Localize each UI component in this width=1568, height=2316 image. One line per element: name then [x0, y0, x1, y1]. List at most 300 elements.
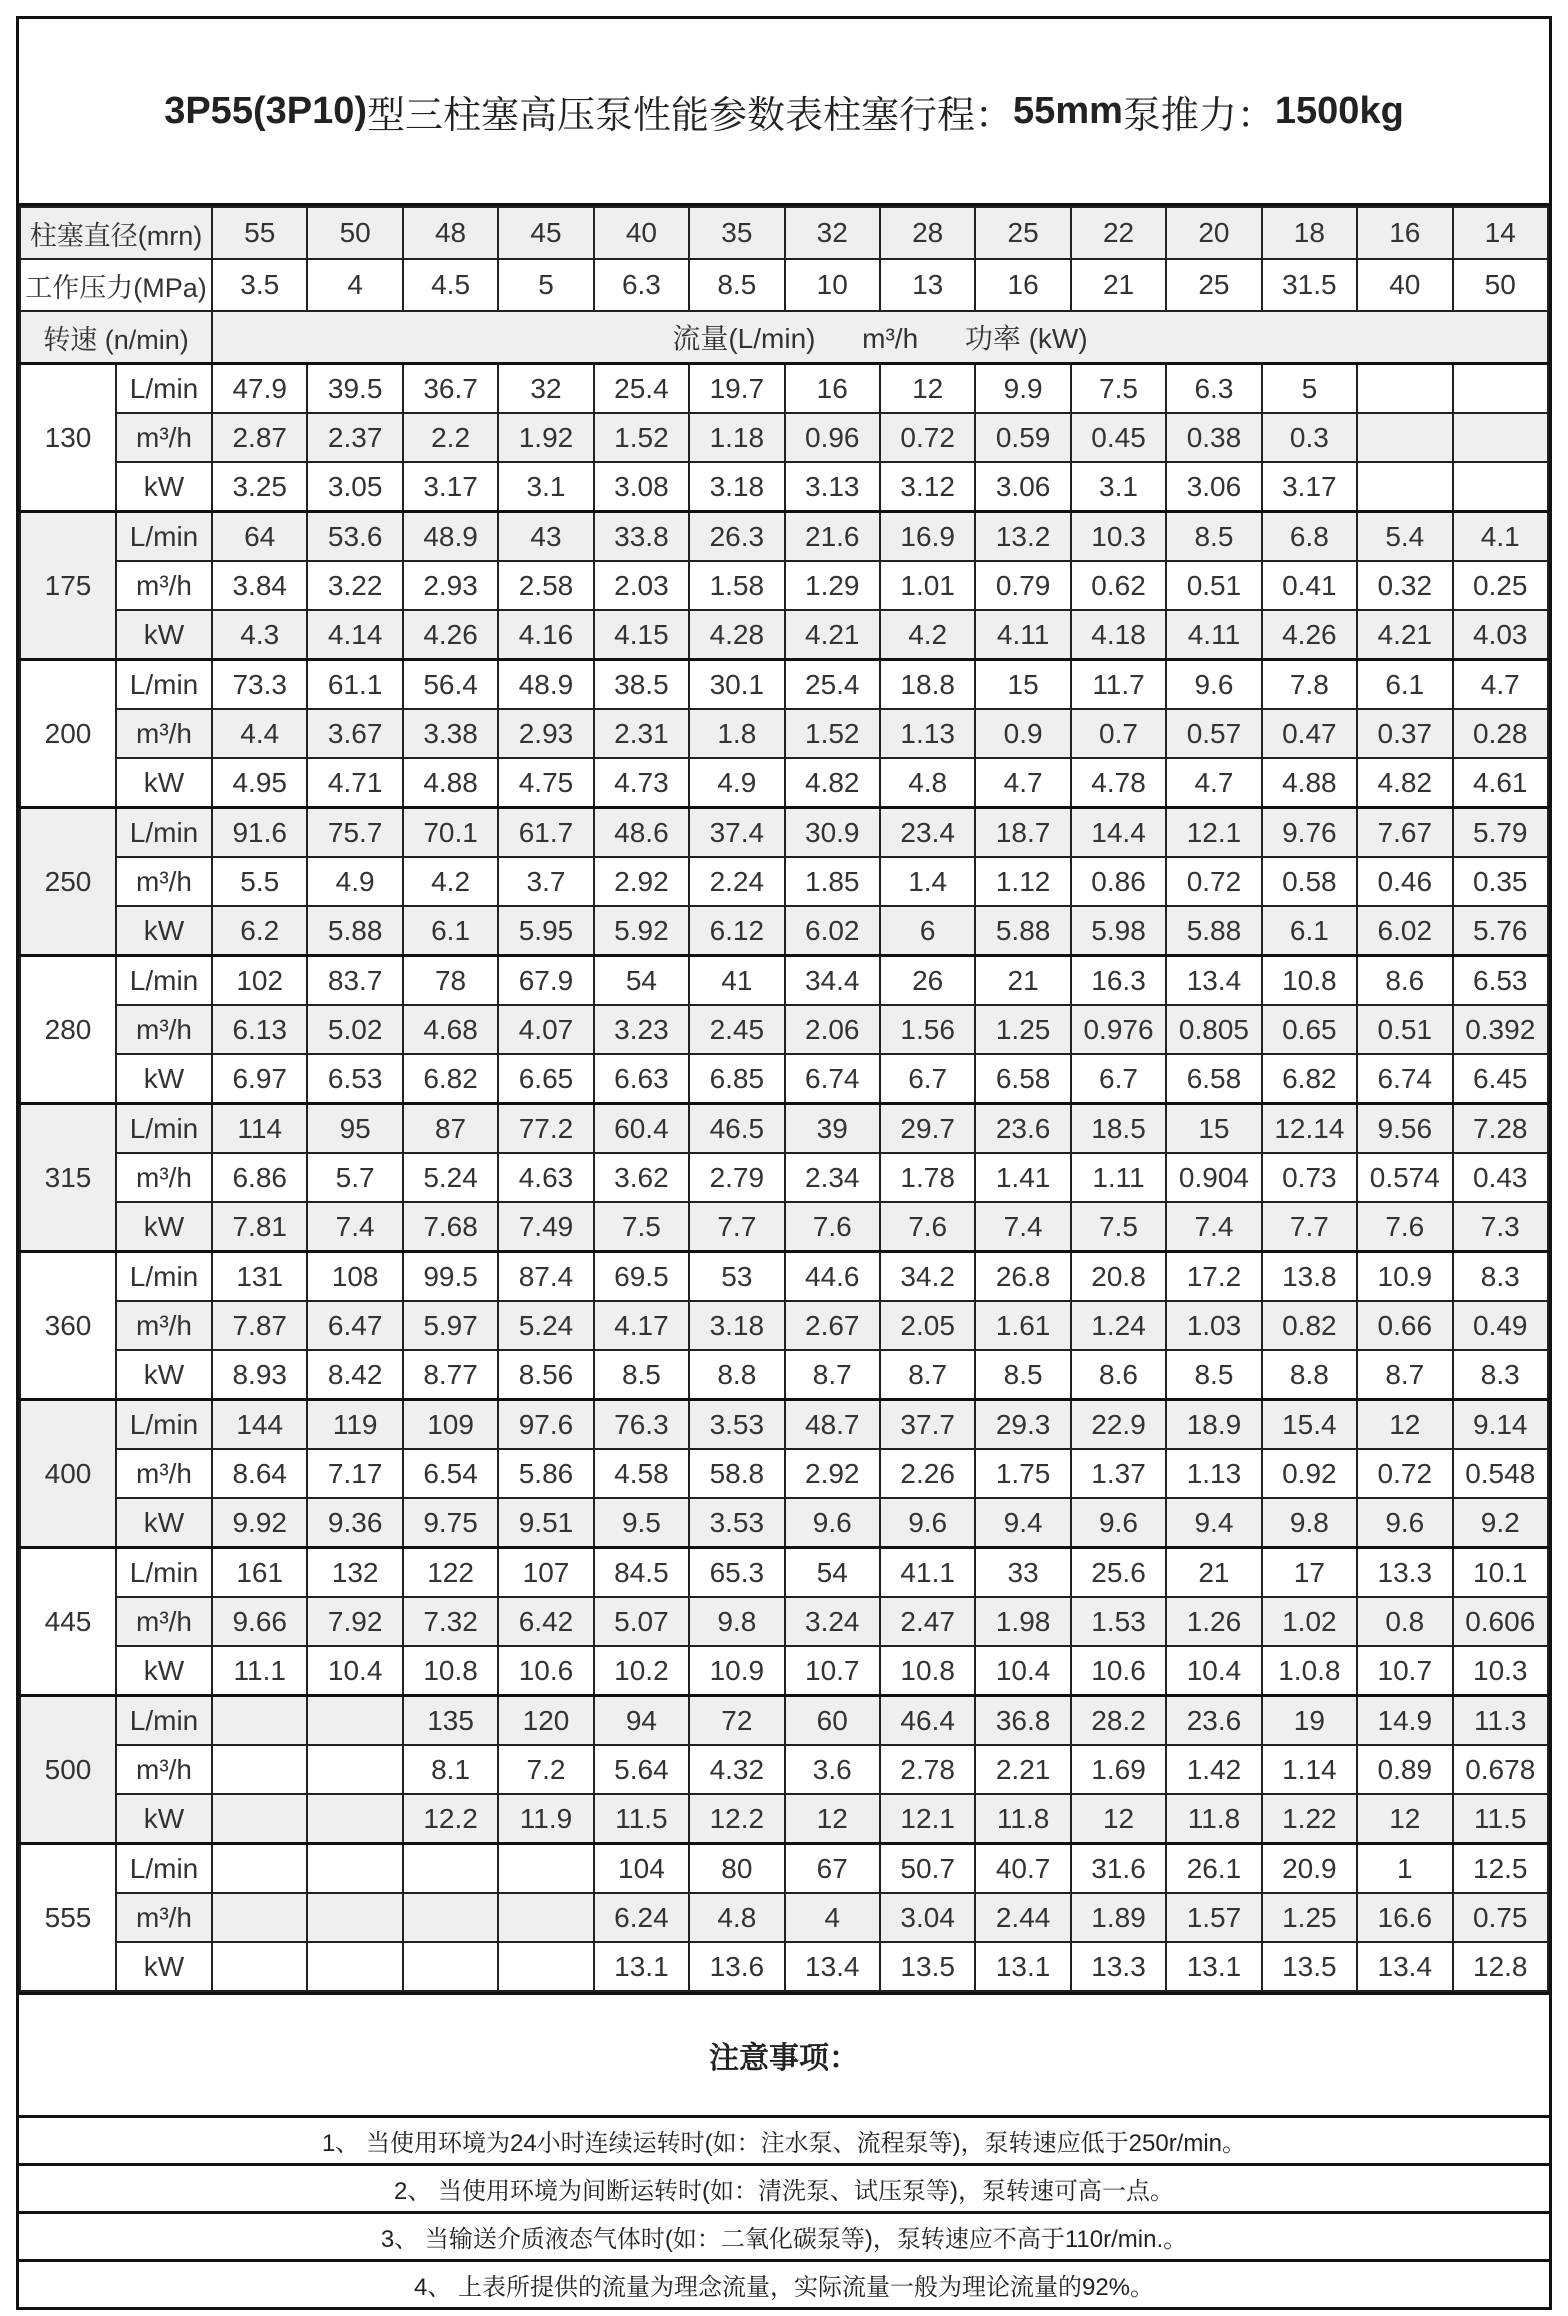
value-cell: 3.18	[689, 1301, 784, 1350]
value-cell: 5.95	[498, 906, 593, 956]
value-cell: 5.4	[1357, 512, 1452, 562]
table-row	[20, 1844, 1548, 1894]
value-cell	[307, 1745, 402, 1794]
value-cell: 12.2	[689, 1794, 784, 1844]
value-cell: 107	[498, 1548, 593, 1598]
value-cell: 3.13	[785, 462, 880, 512]
value-cell: 7.81	[212, 1202, 307, 1252]
value-cell: 10.7	[785, 1646, 880, 1696]
value-cell: 3.1	[1071, 462, 1166, 512]
value-cell: 8.1	[403, 1745, 498, 1794]
value-cell: 4.11	[975, 610, 1070, 660]
value-cell: 0.72	[1166, 857, 1261, 906]
value-cell: 6.13	[212, 1005, 307, 1054]
value-cell: 2.24	[689, 857, 784, 906]
value-cell	[212, 1942, 307, 1991]
value-cell: 5.5	[212, 857, 307, 906]
value-cell: 69.5	[594, 1252, 689, 1302]
value-cell: 16.3	[1071, 956, 1166, 1006]
unit-cell: L/min	[116, 1696, 212, 1746]
value-cell	[212, 1893, 307, 1942]
value-cell: 12.1	[880, 1794, 975, 1844]
value-cell: 80	[689, 1844, 784, 1894]
value-cell: 7.92	[307, 1597, 402, 1646]
value-cell: 3.67	[307, 709, 402, 758]
value-cell: 15.4	[1262, 1400, 1357, 1450]
value-cell: 2.47	[880, 1597, 975, 1646]
value-cell: 2.21	[975, 1745, 1070, 1794]
value-cell: 13.4	[1166, 956, 1261, 1006]
value-cell: 34.2	[880, 1252, 975, 1302]
unit-cell: kW	[116, 1202, 212, 1252]
value-cell: 15	[1166, 1104, 1261, 1154]
value-cell: 26.8	[975, 1252, 1070, 1302]
value-cell: 8.93	[212, 1350, 307, 1400]
value-cell: 9.5	[594, 1498, 689, 1548]
value-cell: 8.3	[1453, 1252, 1549, 1302]
value-cell: 30.1	[689, 660, 784, 710]
diameter-cell: 32	[785, 207, 880, 259]
value-cell: 6.47	[307, 1301, 402, 1350]
value-cell: 11.5	[1453, 1794, 1549, 1844]
value-cell: 23.6	[975, 1104, 1070, 1154]
value-cell: 0.43	[1453, 1153, 1549, 1202]
speed-cell: 445	[20, 1548, 116, 1696]
value-cell: 7.6	[785, 1202, 880, 1252]
value-cell: 4.26	[1262, 610, 1357, 660]
table-row	[20, 1646, 1548, 1696]
value-cell: 61.7	[498, 808, 593, 858]
value-cell: 5.7	[307, 1153, 402, 1202]
value-cell: 135	[403, 1696, 498, 1746]
value-cell: 12	[1357, 1794, 1452, 1844]
value-cell: 0.574	[1357, 1153, 1452, 1202]
value-cell: 21	[975, 956, 1070, 1006]
unit-cell: m³/h	[116, 413, 212, 462]
value-cell: 6.1	[1262, 906, 1357, 956]
value-cell: 41.1	[880, 1548, 975, 1598]
value-cell: 0.79	[975, 561, 1070, 610]
unit-cell: kW	[116, 1054, 212, 1104]
value-cell: 1.52	[594, 413, 689, 462]
value-cell: 48.7	[785, 1400, 880, 1450]
unit-cell: kW	[116, 610, 212, 660]
value-cell: 0.75	[1453, 1893, 1549, 1942]
value-cell: 6.8	[1262, 512, 1357, 562]
value-cell: 9.14	[1453, 1400, 1549, 1450]
value-cell: 13.5	[1262, 1942, 1357, 1991]
value-cell: 10.4	[1166, 1646, 1261, 1696]
value-cell: 131	[212, 1252, 307, 1302]
value-cell: 0.9	[975, 709, 1070, 758]
value-cell: 104	[594, 1844, 689, 1894]
value-cell: 4.18	[1071, 610, 1166, 660]
value-cell: 16.9	[880, 512, 975, 562]
speed-label: 转速 (n/min)	[20, 311, 212, 364]
value-cell: 2.79	[689, 1153, 784, 1202]
value-cell: 9.8	[1262, 1498, 1357, 1548]
value-cell: 3.62	[594, 1153, 689, 1202]
unit-cell: kW	[116, 906, 212, 956]
pressure-cell: 16	[975, 259, 1070, 311]
value-cell: 21	[1166, 1548, 1261, 1598]
value-cell: 17.2	[1166, 1252, 1261, 1302]
value-cell: 4.88	[1262, 758, 1357, 808]
value-cell: 3.84	[212, 561, 307, 610]
value-cell: 5.92	[594, 906, 689, 956]
value-cell: 0.976	[1071, 1005, 1166, 1054]
stroke-label: 柱塞行程：	[823, 94, 1014, 137]
value-cell: 2.05	[880, 1301, 975, 1350]
value-cell: 5.97	[403, 1301, 498, 1350]
value-cell: 48.9	[403, 512, 498, 562]
value-cell: 15	[975, 660, 1070, 710]
diameter-cell: 18	[1262, 207, 1357, 259]
value-cell: 5	[1262, 364, 1357, 414]
value-cell: 6.42	[498, 1597, 593, 1646]
table-row	[20, 758, 1548, 808]
title-model: 3P55(3P10)	[164, 89, 368, 132]
value-cell: 102	[212, 956, 307, 1006]
value-cell: 1.11	[1071, 1153, 1166, 1202]
value-cell: 10.3	[1453, 1646, 1549, 1696]
value-cell: 13.1	[1166, 1942, 1261, 1991]
value-cell: 0.86	[1071, 857, 1166, 906]
value-cell: 16	[785, 364, 880, 414]
value-cell: 6.74	[1357, 1054, 1452, 1104]
pressure-cell: 40	[1357, 259, 1452, 311]
value-cell: 0.73	[1262, 1153, 1357, 1202]
value-cell: 0.3	[1262, 413, 1357, 462]
speed-cell: 250	[20, 808, 116, 956]
value-cell: 6.02	[1357, 906, 1452, 956]
value-cell: 65.3	[689, 1548, 784, 1598]
value-cell: 3.08	[594, 462, 689, 512]
value-cell: 33.8	[594, 512, 689, 562]
value-cell: 47.9	[212, 364, 307, 414]
value-cell: 9.6	[1166, 660, 1261, 710]
value-cell: 7.4	[1166, 1202, 1261, 1252]
value-cell: 7.2	[498, 1745, 593, 1794]
pressure-cell: 50	[1453, 259, 1549, 311]
diameter-cell: 22	[1071, 207, 1166, 259]
value-cell: 11.7	[1071, 660, 1166, 710]
value-cell: 75.7	[307, 808, 402, 858]
value-cell: 1.56	[880, 1005, 975, 1054]
value-cell: 4	[785, 1893, 880, 1942]
value-cell: 10.9	[689, 1646, 784, 1696]
value-cell: 122	[403, 1548, 498, 1598]
value-cell: 1.29	[785, 561, 880, 610]
value-cell: 1.89	[1071, 1893, 1166, 1942]
value-cell: 14.9	[1357, 1696, 1452, 1746]
value-cell: 13.3	[1357, 1548, 1452, 1598]
value-cell: 6.58	[975, 1054, 1070, 1104]
value-cell: 2.93	[498, 709, 593, 758]
value-cell: 3.12	[880, 462, 975, 512]
value-cell: 1.03	[1166, 1301, 1261, 1350]
value-cell: 8.42	[307, 1350, 402, 1400]
value-cell: 8.56	[498, 1350, 593, 1400]
value-cell: 4.78	[1071, 758, 1166, 808]
value-cell: 6	[880, 906, 975, 956]
value-cell: 7.5	[594, 1202, 689, 1252]
value-cell: 29.7	[880, 1104, 975, 1154]
value-cell: 1.78	[880, 1153, 975, 1202]
value-cell: 0.548	[1453, 1449, 1549, 1498]
unit-cell: L/min	[116, 1104, 212, 1154]
value-cell: 8.8	[689, 1350, 784, 1400]
speed-cell: 280	[20, 956, 116, 1104]
value-cell: 39.5	[307, 364, 402, 414]
value-cell: 3.17	[1262, 462, 1357, 512]
value-cell: 4.2	[880, 610, 975, 660]
unit-cell: m³/h	[116, 1153, 212, 1202]
value-cell: 4.32	[689, 1745, 784, 1794]
unit-cell: L/min	[116, 1548, 212, 1598]
value-cell: 3.1	[498, 462, 593, 512]
value-cell: 109	[403, 1400, 498, 1450]
value-cell: 2.37	[307, 413, 402, 462]
unit-cell: kW	[116, 1498, 212, 1548]
value-cell: 53.6	[307, 512, 402, 562]
value-cell: 4.63	[498, 1153, 593, 1202]
value-cell: 8.5	[594, 1350, 689, 1400]
value-cell: 1.13	[880, 709, 975, 758]
value-cell: 13.6	[689, 1942, 784, 1991]
value-cell	[498, 1893, 593, 1942]
note-item: 3、 当输送介质液态气体时(如：二氧化碳泵等)，泵转速应不高于110r/min.。	[19, 2211, 1549, 2259]
value-cell: 3.04	[880, 1893, 975, 1942]
value-cell: 9.36	[307, 1498, 402, 1548]
unit-cell: kW	[116, 1794, 212, 1844]
value-cell: 0.8	[1357, 1597, 1452, 1646]
unit-cell: L/min	[116, 1400, 212, 1450]
value-cell: 38.5	[594, 660, 689, 710]
value-cell: 58.8	[689, 1449, 784, 1498]
value-cell: 4.16	[498, 610, 593, 660]
unit-cell: L/min	[116, 364, 212, 414]
value-cell: 7.5	[1071, 1202, 1166, 1252]
value-cell: 0.49	[1453, 1301, 1549, 1350]
pressure-label: 工作压力(MPa)	[20, 259, 212, 311]
value-cell: 8.6	[1357, 956, 1452, 1006]
diameter-row	[20, 207, 1548, 259]
value-cell: 41	[689, 956, 784, 1006]
table-row	[20, 413, 1548, 462]
unit-cell: L/min	[116, 808, 212, 858]
value-cell: 7.32	[403, 1597, 498, 1646]
diameter-cell: 35	[689, 207, 784, 259]
table-row	[20, 1942, 1548, 1991]
value-cell: 0.57	[1166, 709, 1261, 758]
value-cell: 3.17	[403, 462, 498, 512]
speed-header-row	[20, 311, 1548, 364]
value-cell: 1.22	[1262, 1794, 1357, 1844]
value-cell: 6.63	[594, 1054, 689, 1104]
value-cell	[1357, 413, 1452, 462]
value-cell: 1.92	[498, 413, 593, 462]
value-cell: 10.8	[880, 1646, 975, 1696]
value-cell: 1.69	[1071, 1745, 1166, 1794]
value-cell: 0.72	[880, 413, 975, 462]
value-cell: 6.65	[498, 1054, 593, 1104]
value-cell: 23.4	[880, 808, 975, 858]
table-row	[20, 1745, 1548, 1794]
thrust-value: 1500kg	[1274, 89, 1404, 132]
table-row	[20, 512, 1548, 562]
performance-sheet	[16, 16, 1552, 2310]
value-cell: 12	[880, 364, 975, 414]
value-cell: 4.82	[1357, 758, 1452, 808]
value-cell: 1.18	[689, 413, 784, 462]
table-row	[20, 1893, 1548, 1942]
value-cell: 4.7	[975, 758, 1070, 808]
value-cell: 2.06	[785, 1005, 880, 1054]
value-cell: 6.54	[403, 1449, 498, 1498]
table-row	[20, 1597, 1548, 1646]
value-cell	[498, 1942, 593, 1991]
value-cell: 0.606	[1453, 1597, 1549, 1646]
value-cell: 5.76	[1453, 906, 1549, 956]
value-cell: 7.49	[498, 1202, 593, 1252]
value-cell: 3.53	[689, 1400, 784, 1450]
value-cell: 67.9	[498, 956, 593, 1006]
value-cell: 4.2	[403, 857, 498, 906]
page-title	[19, 19, 1549, 206]
value-cell: 120	[498, 1696, 593, 1746]
unit-cell: m³/h	[116, 709, 212, 758]
value-cell: 73.3	[212, 660, 307, 710]
table-row	[20, 1153, 1548, 1202]
diameter-cell: 40	[594, 207, 689, 259]
value-cell: 6.82	[1262, 1054, 1357, 1104]
value-cell: 26.1	[1166, 1844, 1261, 1894]
value-cell: 132	[307, 1548, 402, 1598]
value-cell: 6.82	[403, 1054, 498, 1104]
pressure-cell: 21	[1071, 259, 1166, 311]
value-cell: 4.03	[1453, 610, 1549, 660]
value-cell: 77.2	[498, 1104, 593, 1154]
value-cell: 7.4	[307, 1202, 402, 1252]
speed-cell: 175	[20, 512, 116, 660]
table-row	[20, 1449, 1548, 1498]
value-cell	[307, 1942, 402, 1991]
note-item: 1、 当使用环境为24小时连续运转时(如：注水泵、流程泵等)，泵转速应低于250r/min。	[19, 2115, 1549, 2163]
value-cell: 10.4	[307, 1646, 402, 1696]
value-cell: 54	[785, 1548, 880, 1598]
value-cell: 7.87	[212, 1301, 307, 1350]
value-cell: 12	[1357, 1400, 1452, 1450]
value-cell: 7.28	[1453, 1104, 1549, 1154]
pressure-cell: 8.5	[689, 259, 784, 311]
value-cell: 2.93	[403, 561, 498, 610]
value-cell	[212, 1696, 307, 1746]
value-cell: 21.6	[785, 512, 880, 562]
pressure-cell: 4	[307, 259, 402, 311]
value-cell: 0.805	[1166, 1005, 1261, 1054]
value-cell: 5.02	[307, 1005, 402, 1054]
value-cell: 0.7	[1071, 709, 1166, 758]
unit-cell: L/min	[116, 956, 212, 1006]
value-cell: 9.6	[1071, 1498, 1166, 1548]
value-cell: 1.42	[1166, 1745, 1261, 1794]
value-cell: 4.95	[212, 758, 307, 808]
table-row	[20, 1104, 1548, 1154]
value-cell: 8.5	[975, 1350, 1070, 1400]
value-cell: 0.392	[1453, 1005, 1549, 1054]
value-cell: 1.53	[1071, 1597, 1166, 1646]
table-row	[20, 462, 1548, 512]
value-cell: 5.07	[594, 1597, 689, 1646]
value-cell: 0.58	[1262, 857, 1357, 906]
value-cell: 43	[498, 512, 593, 562]
value-cell: 94	[594, 1696, 689, 1746]
value-cell: 0.82	[1262, 1301, 1357, 1350]
value-cell: 2.44	[975, 1893, 1070, 1942]
value-cell: 12.5	[1453, 1844, 1549, 1894]
unit-cell: m³/h	[116, 1597, 212, 1646]
value-cell: 25.4	[785, 660, 880, 710]
pressure-row	[20, 259, 1548, 311]
value-cell	[403, 1844, 498, 1894]
value-cell: 161	[212, 1548, 307, 1598]
value-cell: 8.5	[1166, 1350, 1261, 1400]
value-cell: 0.38	[1166, 413, 1261, 462]
value-cell: 13.4	[785, 1942, 880, 1991]
value-cell: 9.56	[1357, 1104, 1452, 1154]
value-cell	[1357, 462, 1452, 512]
value-cell: 1.0.8	[1262, 1646, 1357, 1696]
value-cell: 33	[975, 1548, 1070, 1598]
table-row	[20, 709, 1548, 758]
unit-cell: L/min	[116, 512, 212, 562]
value-cell: 3.05	[307, 462, 402, 512]
unit-cell: m³/h	[116, 561, 212, 610]
value-cell: 7.17	[307, 1449, 402, 1498]
diameter-cell: 55	[212, 207, 307, 259]
value-cell: 61.1	[307, 660, 402, 710]
value-cell: 4.71	[307, 758, 402, 808]
value-cell: 9.2	[1453, 1498, 1549, 1548]
value-cell: 5.98	[1071, 906, 1166, 956]
value-cell: 37.7	[880, 1400, 975, 1450]
value-cell: 12.8	[1453, 1942, 1549, 1991]
value-cell: 7.4	[975, 1202, 1070, 1252]
value-cell: 4.4	[212, 709, 307, 758]
table-row	[20, 906, 1548, 956]
value-cell: 6.3	[1166, 364, 1261, 414]
note-item: 2、 当使用环境为间断运转时(如：清洗泵、试压泵等)，泵转速可高一点。	[19, 2163, 1549, 2211]
value-cell: 2.78	[880, 1745, 975, 1794]
value-cell: 4.88	[403, 758, 498, 808]
value-cell: 39	[785, 1104, 880, 1154]
value-cell: 0.35	[1453, 857, 1549, 906]
value-cell: 1.25	[1262, 1893, 1357, 1942]
value-cell: 0.92	[1262, 1449, 1357, 1498]
value-cell: 7.7	[689, 1202, 784, 1252]
value-cell: 6.45	[1453, 1054, 1549, 1104]
value-cell: 4.26	[403, 610, 498, 660]
value-cell: 13.1	[975, 1942, 1070, 1991]
value-cell: 4.61	[1453, 758, 1549, 808]
value-cell: 6.7	[880, 1054, 975, 1104]
speed-cell: 555	[20, 1844, 116, 1992]
value-cell	[307, 1794, 402, 1844]
value-cell: 1.25	[975, 1005, 1070, 1054]
value-cell: 18.8	[880, 660, 975, 710]
value-cell: 1.01	[880, 561, 975, 610]
